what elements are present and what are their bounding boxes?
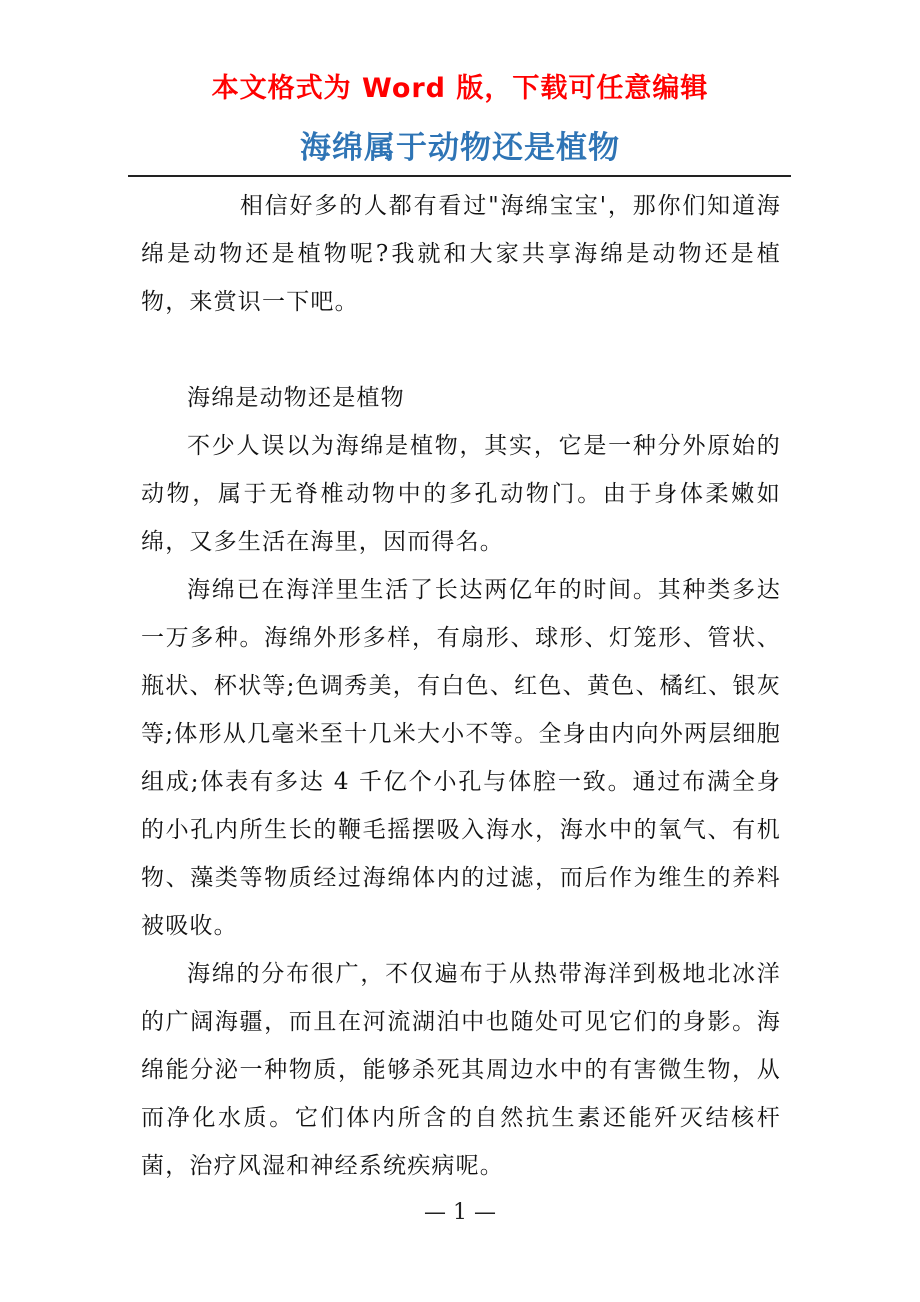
body-paragraph-2: 海绵已在海洋里生活了长达两亿年的时间。其种类多达一万多种。海绵外形多样，有扇形、球形、灯笼形、管状、瓶状、杯状等;色调秀美，有白色、红色、黄色、橘红、银灰等;体形从几毫米至十几米大小不等。全身由内向外两层细胞组成;体表有多达 4 千亿个小孔与体腔一致。通过布满全身的小孔内所生长的鞭毛摇摆吸入海水，海水中的氧气、有机物、藻类等物质经过海绵体内的过滤，而后作为维生的养料被吸收。 <box>141 577 781 939</box>
format-notice: 本文格式为 Word 版，下载可任意编辑 <box>211 73 709 104</box>
document-title: 海绵属于动物还是植物 <box>300 130 620 166</box>
paragraph-spacer <box>141 326 781 374</box>
body-paragraph-1: 不少人误以为海绵是植物，其实，它是一种分外原始的动物，属于无脊椎动物中的多孔动物门。由于身体柔嫩如绵，又多生活在海里，因而得名。 <box>141 433 781 555</box>
intro-paragraph: 相信好多的人都有看过"海绵宝宝'，那你们知道海绵是动物还是植物呢?我就和大家共享海绵是动物还是植物，来赏识一下吧。 <box>141 193 781 315</box>
page-number: — 1 — <box>424 1200 496 1225</box>
document-body <box>141 182 781 1190</box>
body-paragraph-3: 海绵的分布很广，不仅遍布于从热带海洋到极地北冰洋的广阔海疆，而且在河流湖泊中也随处可见它们的身影。海绵能分泌一种物质，能够杀死其周边水中的有害微生物，从而净化水质。它们体内所含的自然抗生素还能歼灭结核杆菌，治疗风湿和神经系统疾病呢。 <box>141 961 781 1179</box>
title-divider <box>128 175 791 177</box>
section-heading: 海绵是动物还是植物 <box>187 385 405 411</box>
